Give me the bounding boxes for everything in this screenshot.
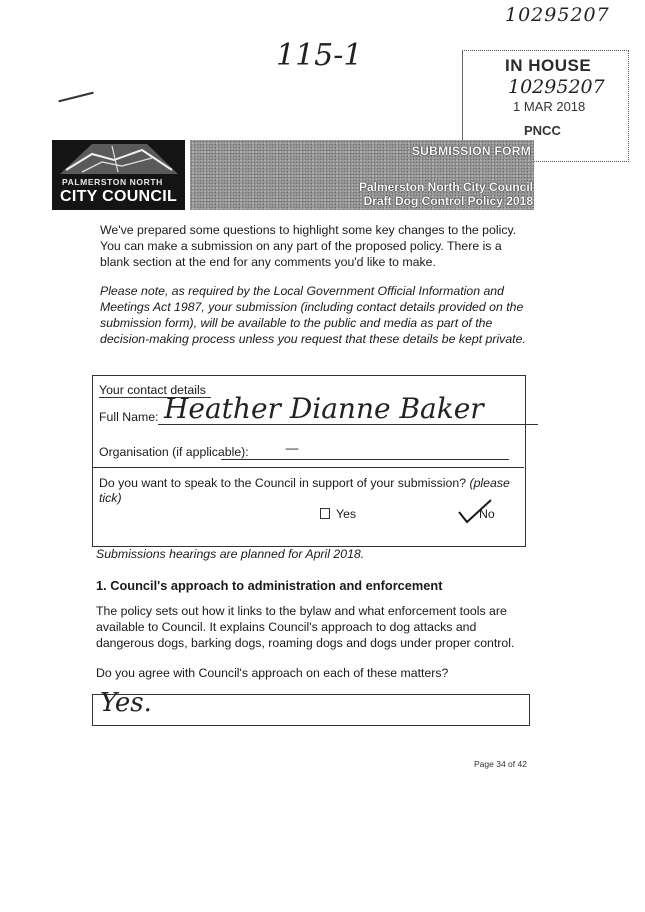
intro-paragraph: We've prepared some questions to highlight some key changes to the policy. You can make a submission on any part of the proposed policy. There is a blank section at the end for any comments you'd like to make. xyxy=(100,223,517,269)
speak-question-hint: (please tick) xyxy=(99,476,510,505)
handwritten-page-mark: 115-1 xyxy=(276,38,363,73)
handwritten-reference-number: 10295207 xyxy=(505,4,610,26)
logo-line2: CITY COUNCIL xyxy=(60,188,178,205)
section-1-heading: 1. Council's approach to administration and enforcement xyxy=(96,578,443,593)
yes-checkbox-icon[interactable] xyxy=(320,508,330,519)
full-name-value: Heather Dianne Baker xyxy=(164,392,484,425)
stamp-handwritten-number: 10295207 xyxy=(508,76,605,98)
stamp-org: PNCC xyxy=(524,123,561,138)
form-title: SUBMISSION FORM xyxy=(411,144,531,158)
no-label: No xyxy=(479,507,495,521)
no-checkmark-icon xyxy=(455,498,495,526)
stray-pen-mark xyxy=(58,92,93,102)
hearings-note: Submissions hearings are planned for April 2018. xyxy=(96,547,365,561)
page-number: Page 34 of 42 xyxy=(474,759,527,769)
speak-question-text: Do you want to speak to the Council in support of your submission? xyxy=(99,476,467,490)
section-1-answer-box[interactable] xyxy=(92,694,530,726)
form-subtitle-council: Palmerston North City Council xyxy=(358,180,533,194)
yes-label: Yes xyxy=(336,507,357,521)
logo-line1: PALMERSTON NORTH xyxy=(62,177,163,187)
section-1-answer-value: Yes. xyxy=(100,688,152,718)
stamp-heading: IN HOUSE xyxy=(505,56,592,75)
organisation-value: — xyxy=(285,441,299,457)
contact-box-divider xyxy=(92,467,524,468)
organisation-label: Organisation (if applicable): xyxy=(99,445,249,459)
section-1-body: The policy sets out how it links to the bylaw and what enforcement tools are available to Council. It explains Council's approach to dog attacks and dangerous dogs, barking dogs, roaming dogs and dogs under proper control. xyxy=(96,604,515,650)
contact-section-label: Your contact details xyxy=(99,383,206,397)
section-1-question: Do you agree with Council's approach on each of these matters? xyxy=(96,666,449,680)
speak-yes-option[interactable] xyxy=(320,507,356,521)
full-name-label: Full Name: xyxy=(99,410,159,424)
privacy-note: Please note, as required by the Local Government Official Information and Meetings Act 1987, your submission (including contact details provided on the submission form), will be available to the public and media as part of the decision-making process unless you request that these details be kept private. xyxy=(100,284,526,346)
form-subtitle-policy: Draft Dog Control Policy 2018 xyxy=(363,194,533,208)
organisation-field[interactable] xyxy=(221,459,509,460)
stamp-date: 1 MAR 2018 xyxy=(513,99,586,114)
